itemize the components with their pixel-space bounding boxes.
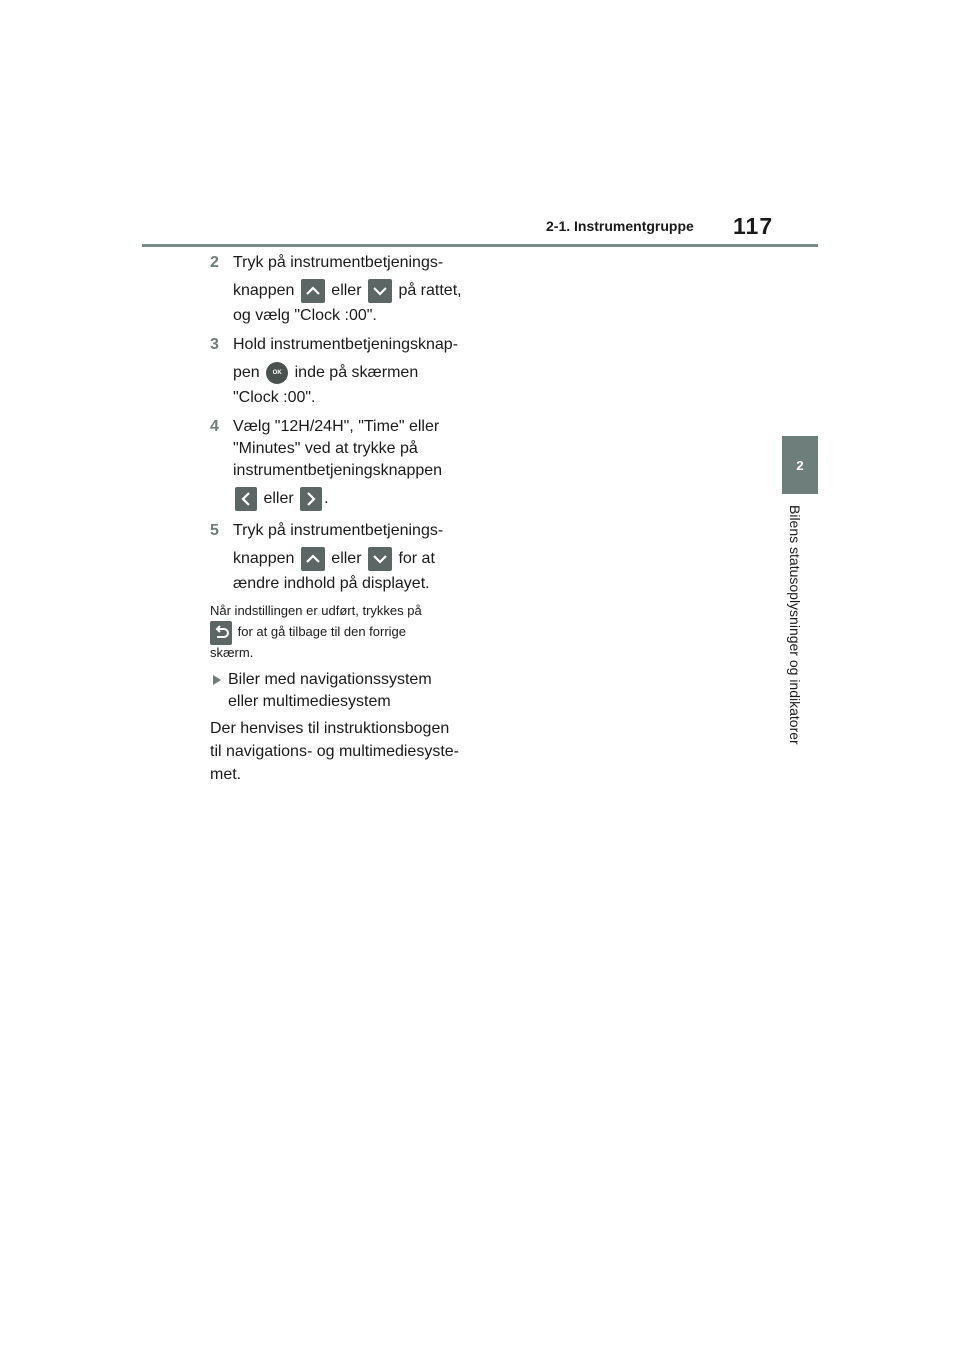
step-text: eller bbox=[263, 490, 294, 507]
chevron-down-icon bbox=[368, 547, 392, 571]
step-number: 2 bbox=[210, 254, 219, 271]
triangle-bullet-icon bbox=[213, 675, 221, 685]
back-arrow-icon bbox=[210, 621, 232, 645]
step-text-with-icons bbox=[233, 485, 472, 513]
paragraph-text: Der henvises til instruktionsbogen bbox=[210, 720, 450, 737]
instructions-column bbox=[210, 252, 472, 786]
step-text: "Clock :00". bbox=[233, 389, 316, 406]
note-text-with-icon bbox=[210, 619, 472, 645]
step-2 bbox=[210, 252, 472, 327]
step-text: "Minutes" ved at trykke på bbox=[233, 440, 418, 457]
bullet-heading bbox=[210, 669, 472, 713]
step-text: inde på skærmen bbox=[294, 364, 419, 381]
step-text: . bbox=[324, 490, 329, 507]
note-text: skærm. bbox=[210, 645, 254, 660]
section-title: 2-1. Instrumentgruppe bbox=[546, 218, 694, 234]
step-text: pen bbox=[233, 364, 260, 381]
chapter-title: Bilens statusoplysninger og indikatorer bbox=[787, 505, 803, 745]
step-text-with-icons bbox=[233, 359, 472, 387]
step-text: på rattet, bbox=[398, 282, 462, 299]
step-text: Tryk på instrumentbetjenings- bbox=[233, 254, 444, 271]
chevron-down-icon bbox=[368, 279, 392, 303]
paragraph-text: til navigations- og multimediesyste- bbox=[210, 743, 459, 760]
page-number: 117 bbox=[733, 213, 774, 239]
ok-button-icon bbox=[266, 362, 288, 384]
chevron-left-icon bbox=[235, 487, 257, 511]
step-text: Tryk på instrumentbetjenings- bbox=[233, 522, 444, 539]
step-5 bbox=[210, 520, 472, 595]
note-text: Når indstillingen er udført, trykkes på bbox=[210, 603, 422, 618]
step-number: 3 bbox=[210, 336, 219, 353]
step-text: eller bbox=[331, 282, 362, 299]
step-number: 4 bbox=[210, 418, 219, 435]
note-text: for at gå tilbage til den forrige bbox=[237, 624, 407, 639]
chevron-right-icon bbox=[300, 487, 322, 511]
step-text-with-icons bbox=[233, 277, 472, 305]
step-text: ændre indhold på displayet. bbox=[233, 575, 430, 592]
step-text: instrumentbetjeningsknappen bbox=[233, 462, 443, 479]
step-text-with-icons bbox=[233, 545, 472, 573]
step-text: knappen bbox=[233, 550, 295, 567]
header-divider bbox=[142, 244, 818, 247]
step-3 bbox=[210, 334, 472, 409]
chevron-up-icon bbox=[301, 547, 325, 571]
step-4 bbox=[210, 416, 472, 513]
bullet-text: eller multimediesystem bbox=[228, 693, 391, 710]
step-number: 5 bbox=[210, 522, 219, 539]
reference-paragraph bbox=[210, 717, 472, 786]
step-text: og vælg "Clock :00". bbox=[233, 307, 377, 324]
paragraph-text: met. bbox=[210, 766, 242, 783]
chevron-up-icon bbox=[301, 279, 325, 303]
bullet-text: Biler med navigationssystem bbox=[228, 671, 432, 688]
chapter-tab bbox=[782, 436, 818, 494]
chapter-number: 2 bbox=[796, 457, 804, 473]
step-text: for at bbox=[398, 550, 435, 567]
note bbox=[210, 603, 472, 661]
step-text: Hold instrumentbetjeningsknap- bbox=[233, 336, 459, 353]
ok-icon-label: OK bbox=[272, 369, 282, 376]
step-text: eller bbox=[331, 550, 362, 567]
step-text: knappen bbox=[233, 282, 295, 299]
step-text: Vælg "12H/24H", "Time" eller bbox=[233, 418, 440, 435]
